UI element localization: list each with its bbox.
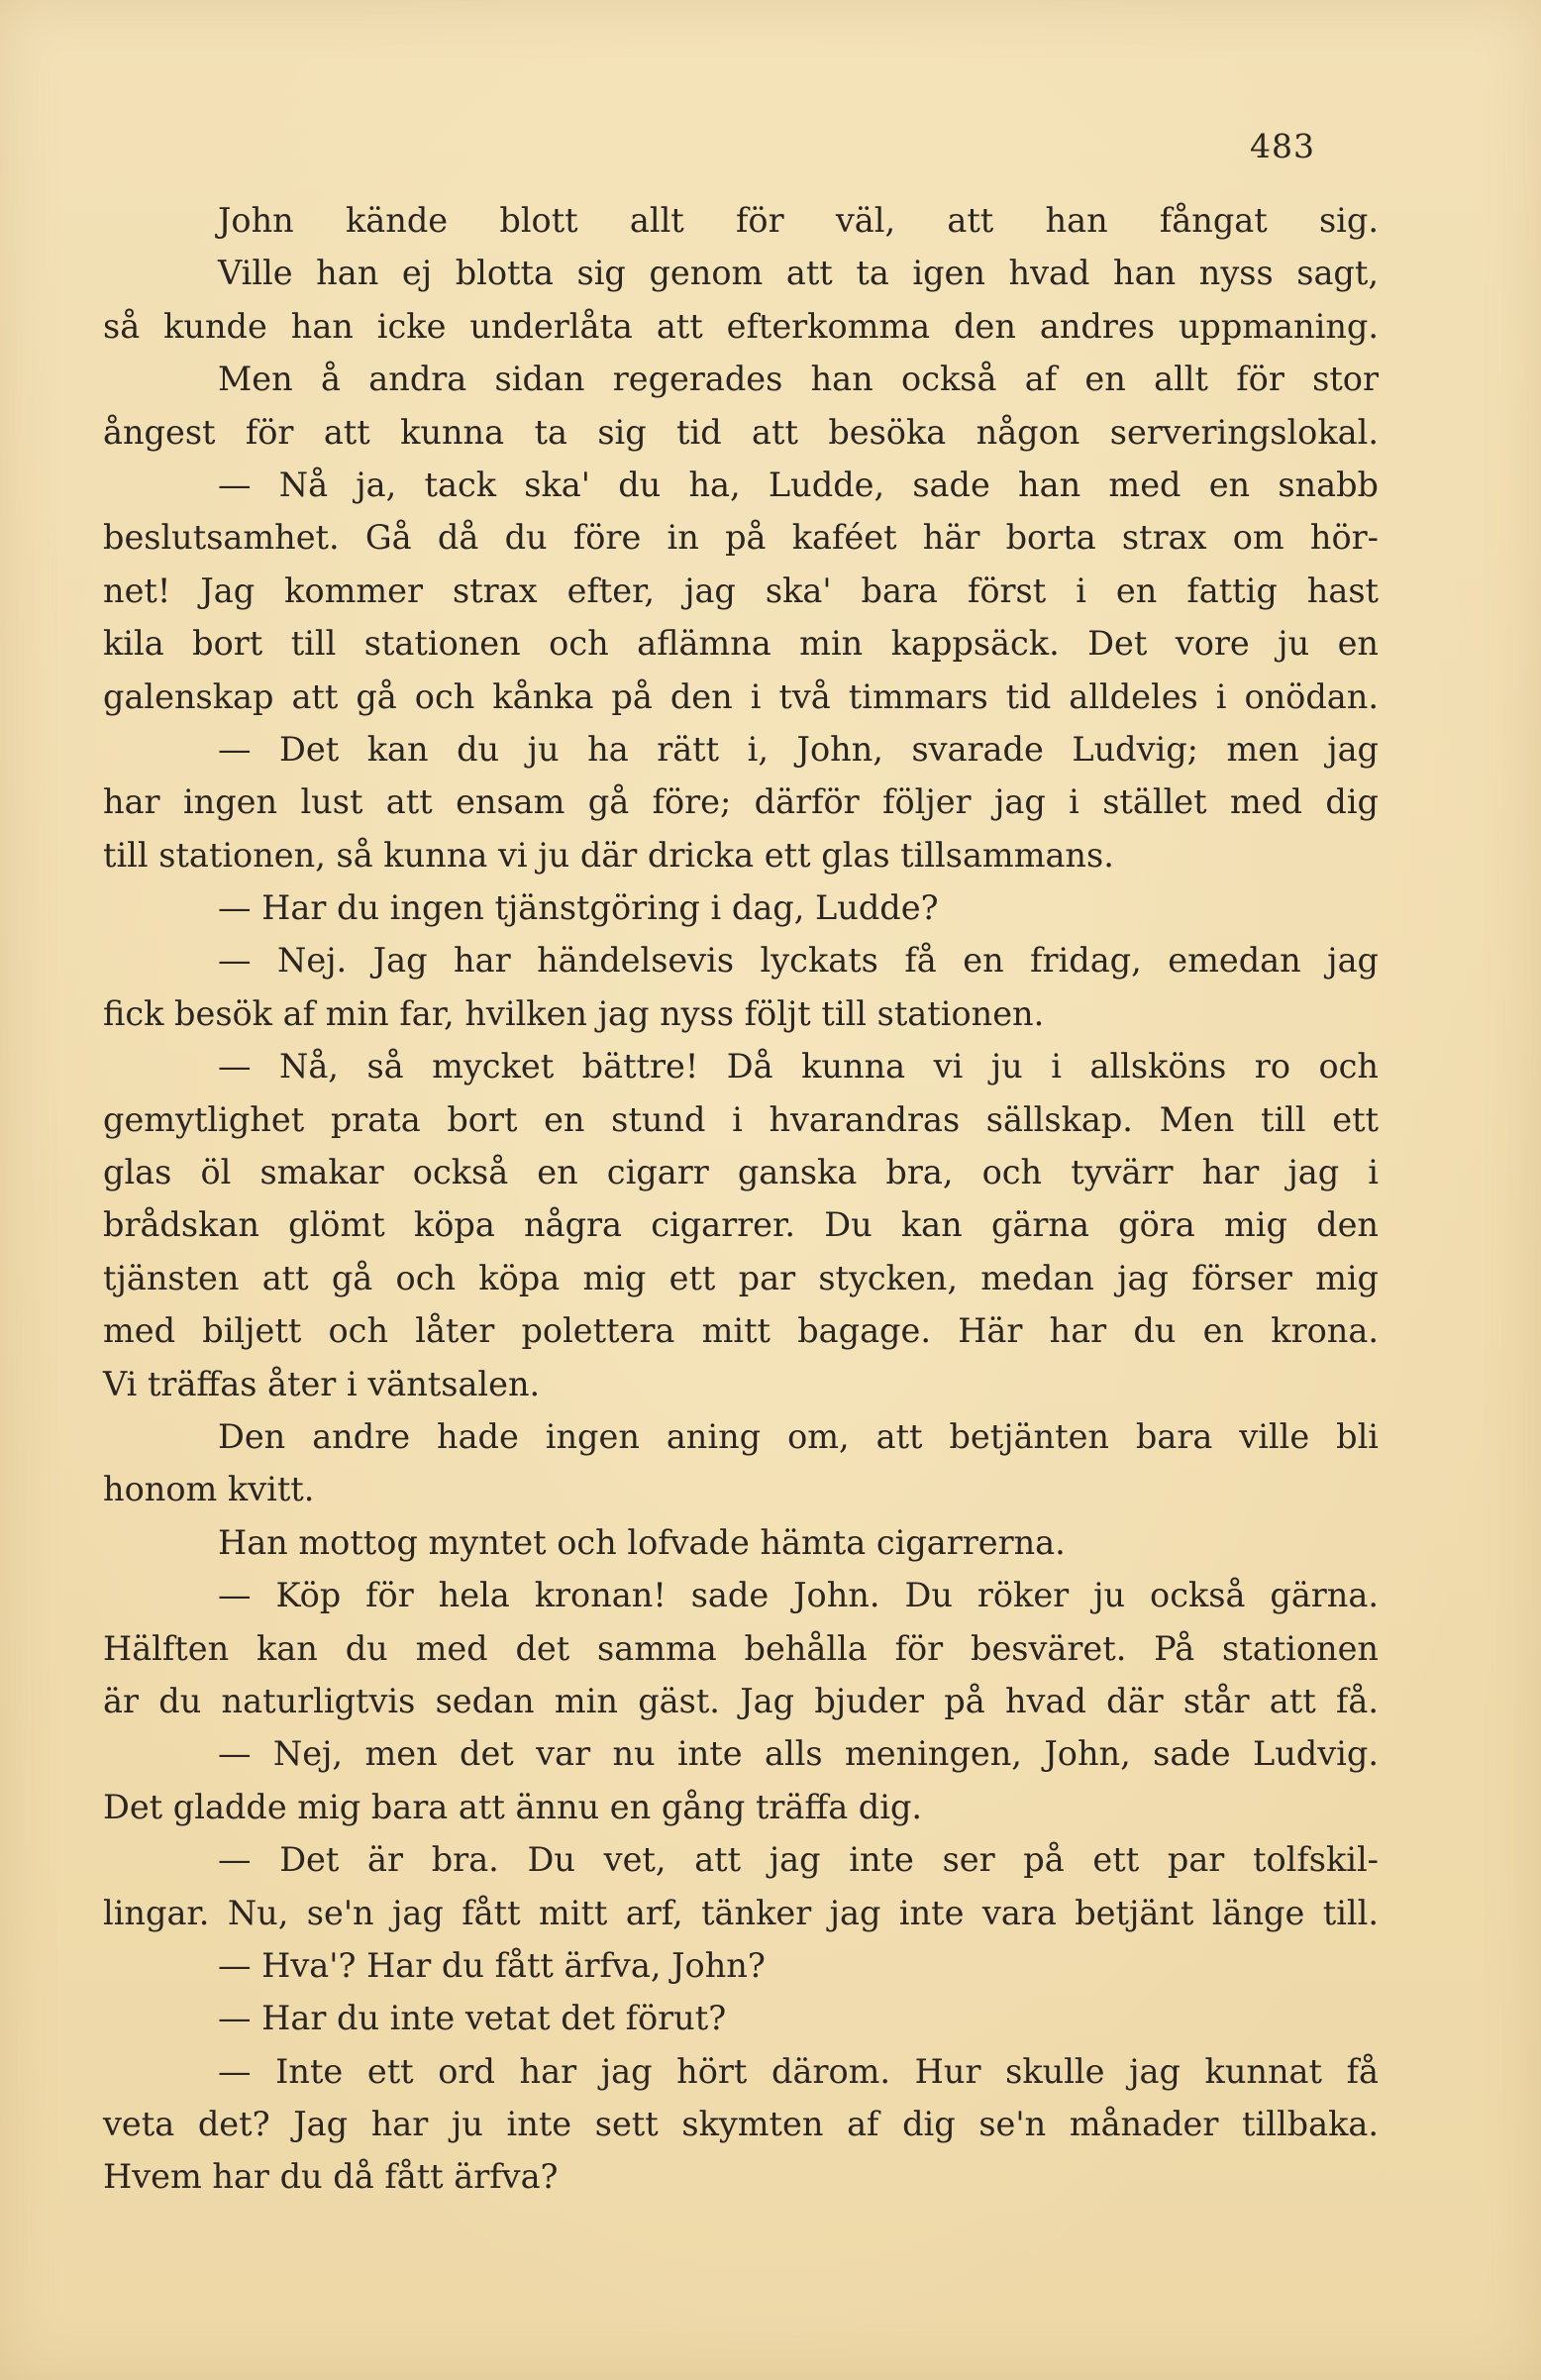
text-line: veta det? Jag har ju inte sett skymten af dig se'n månader tillbaka. [103, 2105, 1379, 2144]
text-line: till stationen, så kunna vi ju där dricka ett glas tillsammans. [103, 835, 1114, 875]
text-line: beslutsamhet. Gå då du före in på kaféet här borta strax om hör- [103, 518, 1379, 558]
text-line: Det gladde mig bara att ännu en gång träffa dig. [103, 1787, 923, 1826]
text-line: Han mottog myntet och lofvade hämta cigarrerna. [218, 1522, 1066, 1562]
text-line: — Nå ja, tack ska' du ha, Ludde, sade han med en snabb [218, 465, 1379, 504]
text-line: net! Jag kommer strax efter, jag ska' bara först i en fattig hast [103, 570, 1379, 610]
text-line: — Hva'? Har du fått ärfva, John? [218, 1945, 766, 1985]
text-line: — Det kan du ju ha rätt i, John, svarade Ludvig; men jag [218, 729, 1379, 769]
text-line: är du naturligtvis sedan min gäst. Jag bjuder på hvad där står att få. [103, 1681, 1379, 1720]
text-line: — Har du ingen tjänstgöring i dag, Ludde? [218, 888, 939, 928]
text-line: ångest för att kunna ta sig tid att besöka någon serveringslokal. [103, 412, 1379, 452]
page-number: 483 [1250, 127, 1315, 165]
text-line: — Nej. Jag har händelsevis lyckats få en fridag, emedan jag [218, 941, 1379, 981]
text-line: galenskap att gå och kånka på den i två timmars tid alldeles i onödan. [103, 676, 1379, 716]
text-line: — Inte ett ord har jag hört därom. Hur skulle jag kunnat få [218, 2051, 1379, 2091]
text-line: har ingen lust att ensam gå före; därför följer jag i stället med dig [103, 782, 1379, 822]
text-line: gemytlighet prata bort en stund i hvarandras sällskap. Men till ett [103, 1099, 1379, 1139]
text-line: Vi träffas åter i väntsalen. [103, 1364, 541, 1403]
text-line: — Har du inte vetat det förut? [218, 1999, 727, 2038]
text-line: Hälften kan du med det samma behålla för besväret. På stationen [103, 1628, 1379, 1668]
text-line: glas öl smakar också en cigarr ganska bra, och tyvärr har jag i [103, 1153, 1379, 1192]
text-line: Hvem har du då fått ärfva? [103, 2157, 559, 2197]
text-line: så kunde han icke underlåta att efterkomma den andres uppmaning. [103, 306, 1379, 346]
text-line: — Köp för hela kronan! sade John. Du röker ju också gärna. [218, 1576, 1379, 1615]
text-line: Men å andra sidan regerades han också af en allt för stor [218, 360, 1379, 399]
text-line: lingar. Nu, se'n jag fått mitt arf, tänker jag inte vara betjänt länge till. [103, 1893, 1379, 1932]
text-line: John kände blott allt för väl, att han fångat sig. [218, 201, 1379, 240]
text-line: honom kvitt. [103, 1470, 315, 1509]
text-line: Ville han ej blotta sig genom att ta igen hvad han nyss sagt, [218, 254, 1379, 293]
text-line: fick besök af min far, hvilken jag nyss följt till stationen. [103, 993, 1045, 1033]
text-line: kila bort till stationen och aflämna min kappsäck. Det vore ju en [103, 624, 1379, 664]
text-line: brådskan glömt köpa några cigarrer. Du kan gärna göra mig den [103, 1205, 1379, 1245]
body-text [103, 194, 1379, 2204]
text-line: med biljett och låter polettera mitt bagage. Här har du en krona. [103, 1311, 1379, 1351]
text-line: tjänsten att gå och köpa mig ett par stycken, medan jag förser mig [103, 1258, 1379, 1297]
text-line: — Nå, så mycket bättre! Då kunna vi ju i allsköns ro och [218, 1047, 1379, 1087]
text-line: — Nej, men det var nu inte alls meningen, John, sade Ludvig. [218, 1734, 1379, 1774]
text-line: Den andre hade ingen aning om, att betjänten bara ville bli [218, 1416, 1379, 1456]
text-line: — Det är bra. Du vet, att jag inte ser på ett par tolfskil- [218, 1840, 1379, 1880]
